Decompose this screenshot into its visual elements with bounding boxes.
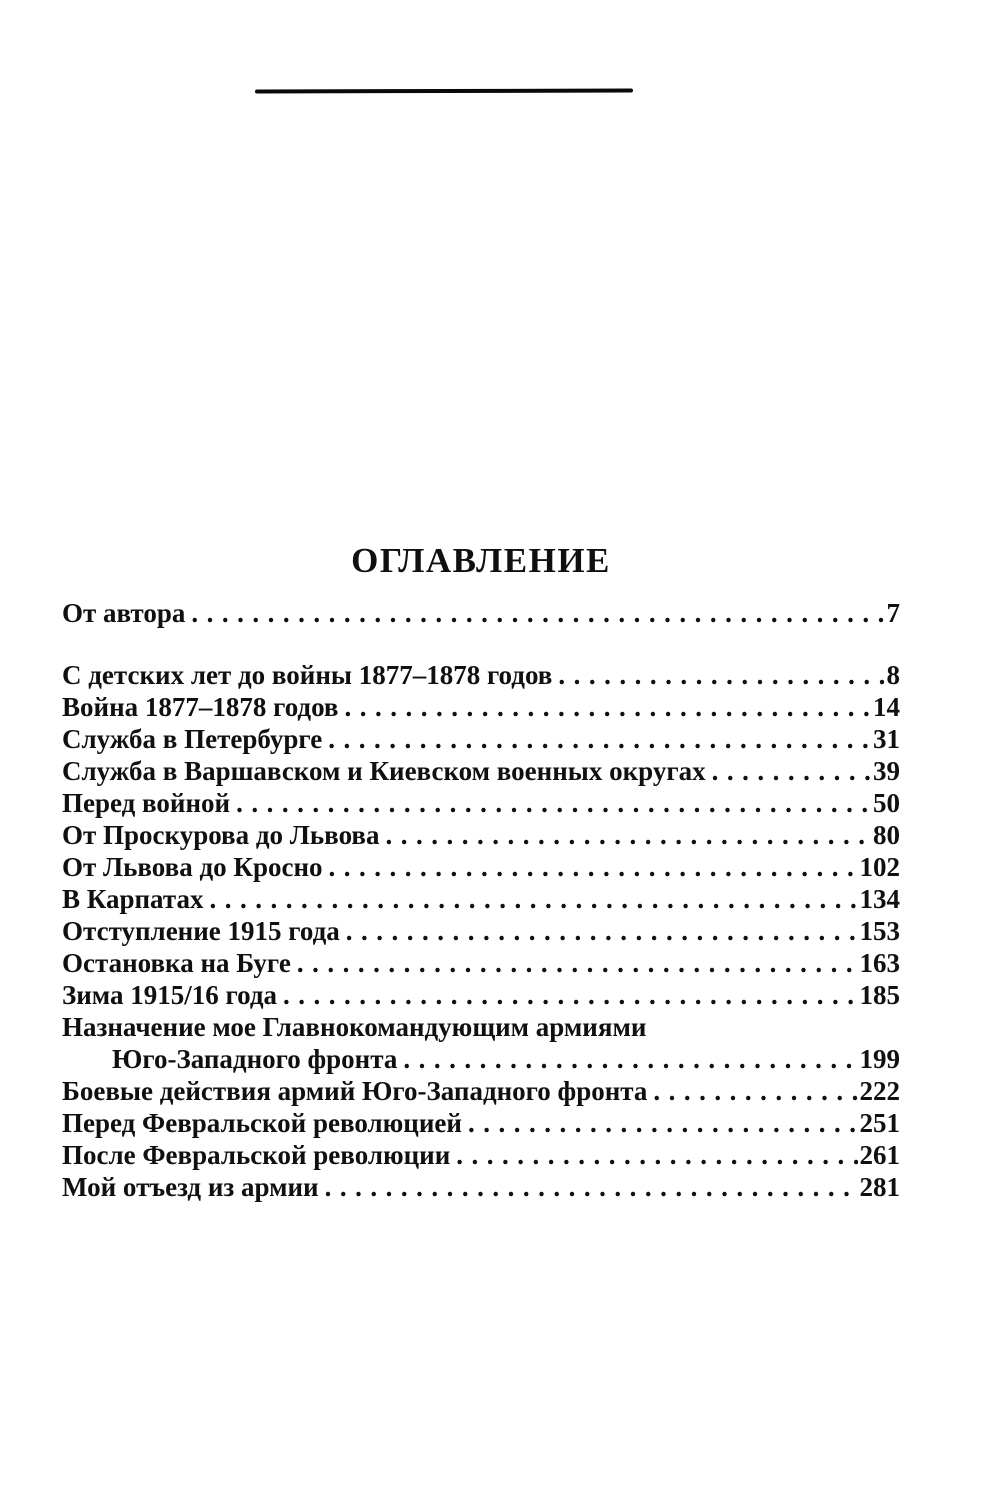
dot-leader [297, 947, 858, 979]
toc-entry-page: 163 [859, 948, 900, 978]
toc-entry-label: Боевые действия армий Юго-Западного фронта [62, 1076, 648, 1106]
dot-leader [558, 659, 884, 691]
toc-entry-label: Зима 1915/16 года [62, 980, 277, 1010]
toc-entry [62, 819, 900, 851]
toc-entry [62, 915, 900, 947]
toc-entry-label: От Львова до Кросно [62, 852, 323, 882]
dot-leader [346, 915, 858, 947]
dot-leader [468, 1107, 858, 1139]
toc-entry-label: В Карпатах [62, 884, 204, 914]
toc-entry-label: От Проскурова до Львова [62, 820, 380, 850]
toc-entry-label: Мой отъезд из армии [62, 1172, 319, 1202]
toc-entry-page: 39 [873, 756, 900, 786]
dot-leader [385, 819, 871, 851]
toc-entry [62, 787, 900, 819]
toc-entry-label: Юго-Западного фронта [112, 1044, 398, 1074]
toc-entry-page: 251 [859, 1108, 900, 1138]
dot-leader [456, 1139, 857, 1171]
toc-entry-page: 222 [859, 1076, 900, 1106]
toc-entry [62, 1011, 900, 1043]
dot-leader [283, 979, 858, 1011]
dot-leader [653, 1075, 857, 1107]
dot-leader [329, 851, 858, 883]
dot-leader [712, 755, 871, 787]
dot-leader [345, 691, 872, 723]
toc-entry-label: После Февральской революции [62, 1140, 451, 1170]
toc-entry-page: 102 [859, 852, 900, 882]
toc-entry [62, 659, 900, 691]
toc-entry-page: 134 [859, 884, 900, 914]
toc-entry-page: 7 [886, 598, 900, 628]
toc-entry-page: 185 [859, 980, 900, 1010]
page-title: ОГЛАВЛЕНИЕ [351, 541, 611, 581]
toc-entry-label: Назначение мое Главнокомандующим армиями [62, 1012, 647, 1042]
dot-leader [191, 597, 884, 629]
toc-entry [62, 851, 900, 883]
toc-entry-label: Отступление 1915 года [62, 916, 340, 946]
toc-entry-page: 50 [873, 788, 900, 818]
toc-entry-label: Война 1877–1878 годов [62, 692, 339, 722]
toc-entry [62, 691, 900, 723]
toc-entry-page: 31 [873, 724, 900, 754]
toc-entry [62, 1107, 900, 1139]
dot-leader [209, 883, 857, 915]
toc-entry-label: Остановка на Буге [62, 948, 291, 978]
toc-entry [62, 883, 900, 915]
toc-entry [62, 1075, 900, 1107]
dot-leader [236, 787, 871, 819]
toc-entry [62, 979, 900, 1011]
dot-leader [403, 1043, 857, 1075]
toc-entry [62, 723, 900, 755]
toc-entry-label: С детских лет до войны 1877–1878 годов [62, 660, 553, 690]
toc-entry-page: 8 [886, 660, 900, 690]
toc-entry-page: 261 [859, 1140, 900, 1170]
toc-entry [62, 1139, 900, 1171]
header-rule [255, 89, 633, 94]
toc-entry [62, 755, 900, 787]
toc-entry-page: 153 [859, 916, 900, 946]
dot-leader [325, 1171, 858, 1203]
toc-entry-label: Служба в Варшавском и Киевском военных округах [62, 756, 706, 786]
toc-entry [62, 1043, 900, 1075]
toc-entry-page: 14 [873, 692, 900, 722]
toc-entry-page: 199 [859, 1044, 900, 1074]
toc-entry-label: Перед войной [62, 788, 231, 818]
toc-entry-label: Служба в Петербурге [62, 724, 323, 754]
toc-entry [62, 1171, 900, 1203]
toc-entry [62, 597, 900, 629]
toc-entry-label: Перед Февральской революцией [62, 1108, 462, 1138]
dot-leader [328, 723, 871, 755]
toc-entry-label: От автора [62, 598, 186, 628]
toc-entry-page: 80 [873, 820, 900, 850]
table-of-contents [62, 597, 900, 1203]
toc-entry-page: 281 [859, 1172, 900, 1202]
toc-entry [62, 947, 900, 979]
